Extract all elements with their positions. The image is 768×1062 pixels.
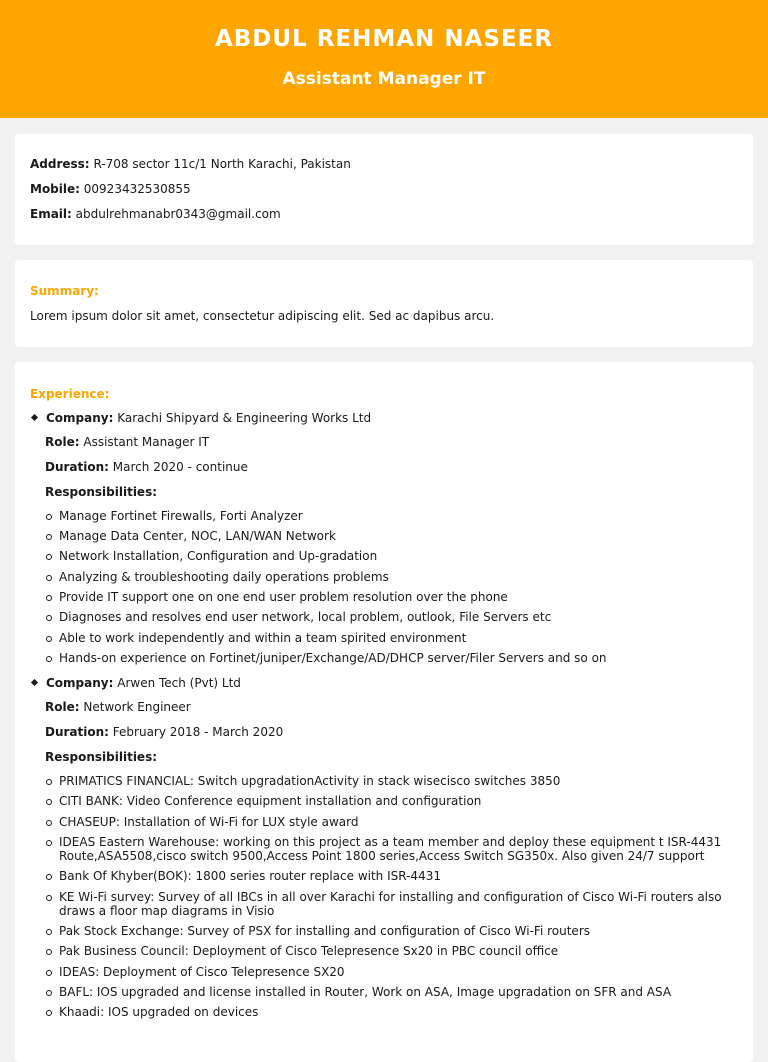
experience-card bbox=[15, 362, 753, 1062]
circle-bullet-icon bbox=[46, 615, 52, 621]
circle-bullet-icon bbox=[46, 874, 52, 880]
address-line bbox=[30, 156, 351, 172]
list-item: IDEAS Eastern Warehouse: working on this project as a team member and deploy these equipment t ISR-4431 Route,ASA5508,cisco switch 9500,Access Point 1800 series,Access Switch SG350x. Also given 24/7 support bbox=[59, 835, 722, 863]
list-item: Provide IT support one on one end user problem resolution over the phone bbox=[59, 590, 508, 604]
circle-bullet-icon bbox=[46, 514, 52, 520]
job-duration bbox=[45, 459, 248, 475]
contact-card bbox=[15, 134, 753, 245]
role-label: Role: bbox=[45, 700, 80, 714]
job-company bbox=[30, 675, 241, 691]
duration-label: Duration: bbox=[45, 460, 109, 474]
job-role bbox=[45, 434, 209, 450]
email-line bbox=[30, 206, 281, 222]
email-label: Email: bbox=[30, 207, 72, 221]
job-company bbox=[30, 410, 371, 426]
circle-bullet-icon bbox=[46, 949, 52, 955]
mobile-value: 00923432530855 bbox=[83, 182, 191, 196]
list-item: Manage Fortinet Firewalls, Forti Analyzer bbox=[59, 509, 303, 523]
circle-bullet-icon bbox=[46, 779, 52, 785]
circle-bullet-icon bbox=[46, 799, 52, 805]
email-value[interactable]: abdulrehmanabr0343@gmail.com bbox=[75, 207, 281, 221]
list-item: Pak Business Council: Deployment of Cisco Telepresence Sx20 in PBC council office bbox=[59, 944, 559, 958]
circle-bullet-icon bbox=[46, 575, 52, 581]
responsibilities-heading bbox=[45, 749, 157, 765]
circle-bullet-icon bbox=[46, 595, 52, 601]
list-item: Khaadi: IOS upgraded on devices bbox=[59, 1005, 259, 1019]
list-item: KE Wi-Fi survey: Survey of all IBCs in all over Karachi for installing and configuration of Cisco Wi-Fi routers also draws a floor map diagrams in Visio bbox=[59, 890, 722, 918]
duration-label: Duration: bbox=[45, 725, 109, 739]
company-value: Karachi Shipyard & Engineering Works Ltd bbox=[117, 411, 372, 425]
address-label: Address: bbox=[30, 157, 90, 171]
experience-heading: Experience: bbox=[30, 387, 110, 401]
company-value: Arwen Tech (Pvt) Ltd bbox=[117, 676, 241, 690]
list-item: Pak Stock Exchange: Survey of PSX for installing and configuration of Cisco Wi-Fi routers bbox=[59, 924, 590, 938]
role-value: Network Engineer bbox=[83, 700, 191, 714]
list-item: CHASEUP: Installation of Wi-Fi for LUX style award bbox=[59, 815, 359, 829]
summary-heading: Summary: bbox=[30, 284, 99, 298]
job-duration bbox=[45, 724, 283, 740]
circle-bullet-icon bbox=[46, 895, 52, 901]
responsibilities-label: Responsibilities: bbox=[45, 485, 158, 499]
list-item: Hands-on experience on Fortinet/juniper/Exchange/AD/DHCP server/Filer Servers and so on bbox=[59, 651, 607, 665]
list-item: IDEAS: Deployment of Cisco Telepresence SX20 bbox=[59, 965, 345, 979]
diamond-bullet-icon bbox=[31, 679, 38, 686]
summary-text: Lorem ipsum dolor sit amet, consectetur adipiscing elit. Sed ac dapibus arcu. bbox=[30, 309, 495, 323]
duration-value: March 2020 - continue bbox=[112, 460, 248, 474]
role-label: Role: bbox=[45, 435, 80, 449]
diamond-bullet-icon bbox=[31, 414, 38, 421]
company-label: Company: bbox=[46, 411, 114, 425]
list-item: CITI BANK: Video Conference equipment installation and configuration bbox=[59, 794, 482, 808]
circle-bullet-icon bbox=[46, 990, 52, 996]
circle-bullet-icon bbox=[46, 970, 52, 976]
company-label: Company: bbox=[46, 676, 114, 690]
list-item: BAFL: IOS upgraded and license installed in Router, Work on ASA, Image upgradation on SFR and ASA bbox=[59, 985, 672, 999]
circle-bullet-icon bbox=[46, 840, 52, 846]
job-role bbox=[45, 699, 191, 715]
list-item: Diagnoses and resolves end user network, local problem, outlook, File Servers etc bbox=[59, 610, 552, 624]
list-item: PRIMATICS FINANCIAL: Switch upgradationActivity in stack wisecisco switches 3850 bbox=[59, 774, 561, 788]
circle-bullet-icon bbox=[46, 636, 52, 642]
responsibilities-heading bbox=[45, 484, 157, 500]
role-value: Assistant Manager IT bbox=[83, 435, 210, 449]
circle-bullet-icon bbox=[46, 820, 52, 826]
circle-bullet-icon bbox=[46, 1010, 52, 1016]
list-item: Network Installation, Configuration and Up-gradation bbox=[59, 549, 378, 563]
list-item: Analyzing & troubleshooting daily operations problems bbox=[59, 570, 389, 584]
duration-value: February 2018 - March 2020 bbox=[112, 725, 284, 739]
list-item: Bank Of Khyber(BOK): 1800 series router replace with ISR-4431 bbox=[59, 869, 441, 883]
circle-bullet-icon bbox=[46, 554, 52, 560]
list-item: Manage Data Center, NOC, LAN/WAN Network bbox=[59, 529, 336, 543]
circle-bullet-icon bbox=[46, 534, 52, 540]
mobile-line bbox=[30, 181, 191, 197]
mobile-label: Mobile: bbox=[30, 182, 80, 196]
circle-bullet-icon bbox=[46, 656, 52, 662]
resume-header bbox=[0, 0, 768, 118]
summary-card bbox=[15, 260, 753, 347]
circle-bullet-icon bbox=[46, 929, 52, 935]
job-title: Assistant Manager IT bbox=[282, 69, 486, 89]
address-value: R-708 sector 11c/1 North Karachi, Pakistan bbox=[93, 157, 351, 171]
list-item: Able to work independently and within a team spirited environment bbox=[59, 631, 467, 645]
responsibilities-label: Responsibilities: bbox=[45, 750, 158, 764]
candidate-name: ABDUL REHMAN NASEER bbox=[214, 26, 554, 52]
